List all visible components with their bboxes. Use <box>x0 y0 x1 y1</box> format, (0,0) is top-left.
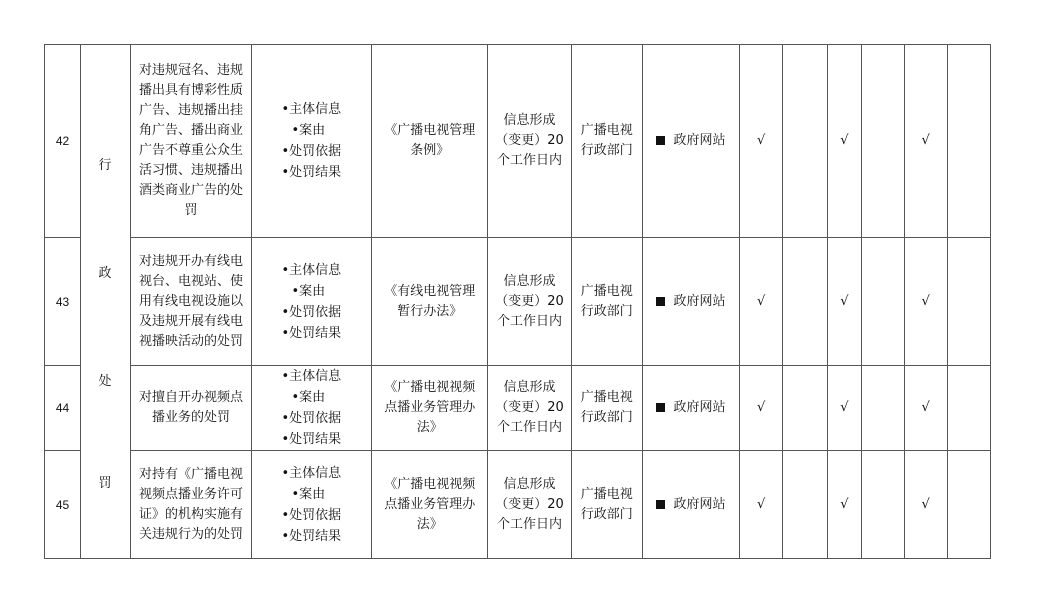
content-item: •主体信息 <box>281 102 342 117</box>
category-cell <box>81 451 131 559</box>
channel-label: 政府网站 <box>673 496 726 512</box>
channel-label: 政府网站 <box>673 293 726 309</box>
content-item: •处罚依据 <box>281 411 342 426</box>
content-item: •处罚依据 <box>281 507 342 523</box>
check-mark-cell: √ <box>904 45 947 238</box>
content-item: •处罚结果 <box>281 325 342 341</box>
item-name: 对违规开办有线电视台、电视站、使用有线电视设施以及违规开展有线电视播映活动的处罚 <box>131 238 251 366</box>
check-mark-cell <box>783 451 828 559</box>
content-items <box>281 366 341 450</box>
check-mark-cell: √ <box>904 451 947 559</box>
channel-cell <box>642 451 739 559</box>
content-list <box>251 45 371 238</box>
content-list <box>251 366 371 451</box>
category-char-3: 处 <box>98 374 112 389</box>
department: 广播电视行政部门 <box>571 238 642 366</box>
check-mark-cell: √ <box>740 451 783 559</box>
check-mark-cell: √ <box>740 238 783 366</box>
check-mark-cell: √ <box>828 238 861 366</box>
channel-cell <box>642 45 739 238</box>
time-limit: 信息形成（变更）20个工作日内 <box>488 451 571 559</box>
category-cell <box>81 238 131 366</box>
check-mark-cell: √ <box>828 45 861 238</box>
content-item: •处罚结果 <box>281 528 342 544</box>
square-bullet-icon <box>656 136 665 145</box>
time-limit: 信息形成（变更）20个工作日内 <box>488 366 571 451</box>
channel-cell <box>642 366 739 451</box>
square-bullet-icon <box>656 297 665 306</box>
check-mark-cell <box>861 238 904 366</box>
content-item: •处罚结果 <box>281 165 342 180</box>
content-item: •处罚依据 <box>281 304 342 320</box>
check-mark-cell: √ <box>828 366 861 451</box>
content-items <box>281 99 341 183</box>
content-list <box>251 451 371 559</box>
check-mark-cell <box>861 451 904 559</box>
content-item: •处罚依据 <box>281 144 342 159</box>
item-name: 对违规冠名、违规播出具有博彩性质广告、违规播出挂角广告、播出商业广告不尊重公众生活习惯、违规播出酒类商业广告的处罚 <box>131 45 251 238</box>
check-mark-cell <box>947 366 990 451</box>
table-row <box>45 451 991 559</box>
time-limit: 信息形成（变更）20个工作日内 <box>488 45 571 238</box>
check-mark-cell <box>947 45 990 238</box>
check-mark-cell <box>783 45 828 238</box>
category-char-1: 行 <box>98 158 112 173</box>
table-row <box>45 366 991 451</box>
row-number: 42 <box>45 45 81 238</box>
check-mark-cell <box>783 238 828 366</box>
category-char-4: 罚 <box>98 476 112 491</box>
content-item: •案由 <box>291 123 326 138</box>
content-item: •案由 <box>291 283 326 299</box>
content-item: •主体信息 <box>281 262 342 278</box>
content-item: •主体信息 <box>281 465 342 481</box>
check-mark-cell: √ <box>904 238 947 366</box>
legal-basis: 《广播电视视频点播业务管理办法》 <box>372 451 488 559</box>
content-item: •案由 <box>291 390 326 405</box>
item-name: 对持有《广播电视视频点播业务许可证》的机构实施有关违规行为的处罚 <box>131 451 251 559</box>
check-mark-cell <box>861 366 904 451</box>
check-mark-cell: √ <box>740 366 783 451</box>
department: 广播电视行政部门 <box>571 451 642 559</box>
table-row <box>45 45 991 238</box>
item-name: 对擅自开办视频点播业务的处罚 <box>131 366 251 451</box>
disclosure-table <box>44 44 991 559</box>
legal-basis: 《有线电视管理暂行办法》 <box>372 238 488 366</box>
row-number: 45 <box>45 451 81 559</box>
content-item: •主体信息 <box>281 369 342 384</box>
channel-label: 政府网站 <box>673 133 726 148</box>
content-item: •处罚结果 <box>281 432 342 447</box>
check-mark-cell: √ <box>740 45 783 238</box>
legal-basis: 《广播电视视频点播业务管理办法》 <box>372 366 488 451</box>
square-bullet-icon <box>656 403 665 412</box>
content-item: •案由 <box>291 486 326 502</box>
department: 广播电视行政部门 <box>571 366 642 451</box>
channel-cell <box>642 238 739 366</box>
square-bullet-icon <box>656 500 665 509</box>
channel-label: 政府网站 <box>673 400 726 415</box>
content-list <box>251 238 371 366</box>
legal-basis: 《广播电视管理条例》 <box>372 45 488 238</box>
time-limit: 信息形成（变更）20个工作日内 <box>488 238 571 366</box>
check-mark-cell <box>861 45 904 238</box>
content-items <box>281 260 341 344</box>
row-number: 43 <box>45 238 81 366</box>
check-mark-cell <box>947 238 990 366</box>
check-mark-cell: √ <box>828 451 861 559</box>
check-mark-cell <box>783 366 828 451</box>
table-row <box>45 238 991 366</box>
category-char-2: 政 <box>98 266 112 281</box>
check-mark-cell <box>947 451 990 559</box>
check-mark-cell: √ <box>904 366 947 451</box>
row-number: 44 <box>45 366 81 451</box>
category-cell <box>81 45 131 238</box>
department: 广播电视行政部门 <box>571 45 642 238</box>
content-items <box>281 463 341 547</box>
